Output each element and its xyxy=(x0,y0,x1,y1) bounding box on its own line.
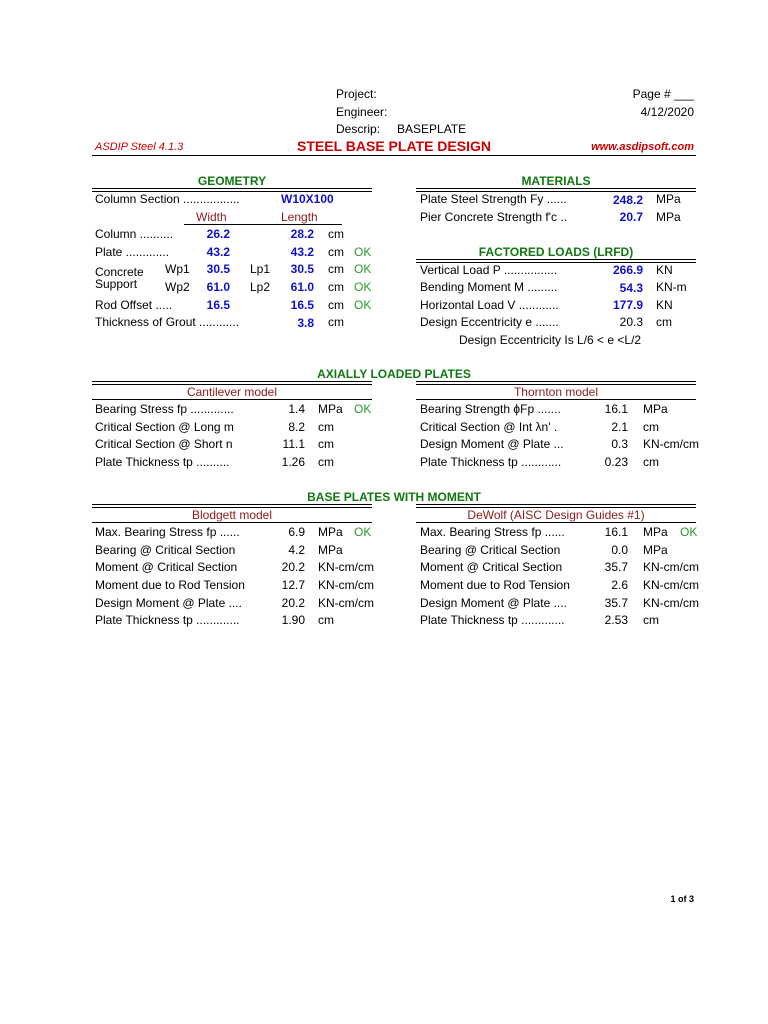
blodgett-row-label: Plate Thickness tp ............. xyxy=(95,613,240,627)
eccentricity-note: Design Eccentricity Is L/6 < e <L/2 xyxy=(459,333,642,347)
thornton-row-unit: cm xyxy=(643,455,659,469)
cantilever-heading: Cantilever model xyxy=(186,385,278,399)
blodgett-row-status: OK xyxy=(354,525,372,539)
dewolf-row-label: Moment due to Rod Tension xyxy=(420,578,570,592)
dewolf-row-value: 35.7 xyxy=(604,596,628,610)
wp2-status: OK xyxy=(354,280,372,294)
fy-unit: MPa xyxy=(656,192,681,206)
rod-offset-label: Rod Offset ..... xyxy=(95,298,173,312)
dewolf-divider xyxy=(416,522,696,523)
cantilever-row-label: Plate Thickness tp .......... xyxy=(95,455,230,469)
column-label: Column .......... xyxy=(95,227,174,241)
thornton-row-label: Design Moment @ Plate ... xyxy=(420,437,564,451)
length-header: Length xyxy=(281,210,318,224)
cantilever-row-unit: cm xyxy=(318,455,334,469)
engineer-label: Engineer: xyxy=(336,105,388,119)
title-underline xyxy=(92,155,696,156)
blodgett-row-unit: KN-cm/cm xyxy=(318,596,374,610)
column-length: 28.2 xyxy=(290,227,314,241)
cantilever-divider xyxy=(92,399,372,400)
cantilever-row-unit: cm xyxy=(318,420,334,434)
eccentricity-value: 20.3 xyxy=(619,315,643,329)
fy-value: 248.2 xyxy=(612,193,643,207)
cantilever-row-status: OK xyxy=(354,402,372,416)
axial-heading: AXIALLY LOADED PLATES xyxy=(317,367,471,381)
horizontal-load-value: 177.9 xyxy=(612,298,643,312)
vertical-load-value: 266.9 xyxy=(612,263,643,277)
blodgett-row-value: 12.7 xyxy=(281,578,305,592)
dewolf-row-value: 35.7 xyxy=(604,560,628,574)
thornton-row-value: 0.3 xyxy=(611,437,628,451)
dewolf-row-value: 2.6 xyxy=(611,578,628,592)
rod-offset-unit: cm xyxy=(328,298,344,312)
bending-moment-label: Bending Moment M ......... xyxy=(420,280,558,294)
thornton-row-unit: MPa xyxy=(643,402,668,416)
plate-label: Plate ............. xyxy=(95,245,170,259)
dewolf-row-label: Bearing @ Critical Section xyxy=(420,543,561,557)
blodgett-row-label: Moment @ Critical Section xyxy=(95,560,238,574)
cantilever-row-label: Bearing Stress fp ............. xyxy=(95,402,234,416)
column-section-label: Column Section ................. xyxy=(95,192,240,206)
wp1-status: OK xyxy=(354,262,372,276)
project-label: Project: xyxy=(336,87,377,101)
lp2-label: Lp2 xyxy=(250,280,271,294)
descrip-value: BASEPLATE xyxy=(397,122,467,136)
width-header: Width xyxy=(196,210,227,224)
dims-divider xyxy=(184,224,342,225)
wp1-label: Wp1 xyxy=(165,262,190,276)
cantilever-row-unit: cm xyxy=(318,437,334,451)
blodgett-row-unit: KN-cm/cm xyxy=(318,560,374,574)
thornton-row-label: Bearing Strength ϕFp ....... xyxy=(420,402,561,416)
wp1-unit: cm xyxy=(328,262,344,276)
grout-label: Thickness of Grout ............ xyxy=(95,315,240,329)
plate-status: OK xyxy=(354,245,372,259)
dewolf-row-unit: KN-cm/cm xyxy=(643,578,699,592)
column-section-value: W10X100 xyxy=(281,192,334,206)
lp1-label: Lp1 xyxy=(250,262,271,276)
dewolf-row-label: Plate Thickness tp ............. xyxy=(420,613,565,627)
blodgett-row-label: Design Moment @ Plate .... xyxy=(95,596,242,610)
cantilever-row-value: 8.2 xyxy=(288,420,305,434)
moment-heading: BASE PLATES WITH MOMENT xyxy=(307,490,481,504)
dewolf-row-value: 2.53 xyxy=(604,613,628,627)
blodgett-row-value: 4.2 xyxy=(288,543,305,557)
column-width: 26.2 xyxy=(206,227,230,241)
blodgett-row-label: Moment due to Rod Tension xyxy=(95,578,245,592)
thornton-row-label: Plate Thickness tp ............ xyxy=(420,455,562,469)
cantilever-row-label: Critical Section @ Short n xyxy=(95,437,233,451)
eccentricity-label: Design Eccentricity e ....... xyxy=(420,315,559,329)
dewolf-row-unit: KN-cm/cm xyxy=(643,596,699,610)
vertical-load-label: Vertical Load P ................ xyxy=(420,263,558,277)
cantilever-row-label: Critical Section @ Long m xyxy=(95,420,234,434)
lp2-value: 61.0 xyxy=(290,280,314,294)
plate-length: 43.2 xyxy=(290,245,314,259)
rod-offset-length: 16.5 xyxy=(290,298,314,312)
loads-heading: FACTORED LOADS (LRFD) xyxy=(478,245,634,259)
cantilever-row-value: 1.4 xyxy=(288,402,305,416)
page-number-label: Page # ___ xyxy=(632,87,694,101)
dewolf-row-value: 0.0 xyxy=(611,543,628,557)
column-unit: cm xyxy=(328,227,344,241)
dewolf-row-status: OK xyxy=(680,525,698,539)
bending-moment-value: 54.3 xyxy=(619,281,643,295)
blodgett-row-value: 20.2 xyxy=(281,596,305,610)
thornton-row-unit: KN-cm/cm xyxy=(643,437,699,451)
eccentricity-unit: cm xyxy=(656,315,672,329)
blodgett-row-unit: MPa xyxy=(318,543,343,557)
fc-value: 20.7 xyxy=(619,210,643,224)
dewolf-row-unit: MPa xyxy=(643,543,668,557)
blodgett-row-value: 6.9 xyxy=(288,525,305,539)
cantilever-row-value: 1.26 xyxy=(281,455,305,469)
dewolf-row-label: Moment @ Critical Section xyxy=(420,560,563,574)
descrip-label: Descrip: xyxy=(336,122,381,136)
blodgett-divider xyxy=(92,522,372,523)
thornton-heading: Thornton model xyxy=(513,385,599,399)
thornton-row-value: 16.1 xyxy=(604,402,628,416)
blodgett-row-label: Max. Bearing Stress fp ...... xyxy=(95,525,240,539)
plate-unit: cm xyxy=(328,245,344,259)
blodgett-row-label: Bearing @ Critical Section xyxy=(95,543,236,557)
website-link[interactable]: www.asdipsoft.com xyxy=(591,141,694,153)
horizontal-load-label: Horizontal Load V ............ xyxy=(420,298,559,312)
blodgett-row-unit: cm xyxy=(318,613,334,627)
dewolf-heading: DeWolf (AISC Design Guides #1) xyxy=(467,508,645,522)
thornton-row-label: Critical Section @ Int λn' . xyxy=(420,420,558,434)
wp2-value: 61.0 xyxy=(206,280,230,294)
blodgett-row-value: 1.90 xyxy=(281,613,305,627)
page-title: STEEL BASE PLATE DESIGN xyxy=(297,138,491,154)
thornton-row-value: 0.23 xyxy=(604,455,628,469)
grout-unit: cm xyxy=(328,315,344,329)
blodgett-heading: Blodgett model xyxy=(191,508,273,522)
support-label: Support xyxy=(95,277,138,291)
rod-offset-status: OK xyxy=(354,298,372,312)
blodgett-row-unit: MPa xyxy=(318,525,343,539)
dewolf-row-label: Max. Bearing Stress fp ...... xyxy=(420,525,565,539)
vertical-load-unit: KN xyxy=(656,263,673,277)
fy-label: Plate Steel Strength Fy ...... xyxy=(420,192,567,206)
fc-label: Pier Concrete Strength f'c .. xyxy=(420,210,568,224)
geometry-heading: GEOMETRY xyxy=(197,174,267,188)
lp1-value: 30.5 xyxy=(290,262,314,276)
thornton-row-unit: cm xyxy=(643,420,659,434)
page-count: 1 of 3 xyxy=(670,894,694,904)
software-version: ASDIP Steel 4.1.3 xyxy=(95,141,184,153)
wp1-value: 30.5 xyxy=(206,262,230,276)
wp2-unit: cm xyxy=(328,280,344,294)
blodgett-row-unit: KN-cm/cm xyxy=(318,578,374,592)
dewolf-row-label: Design Moment @ Plate .... xyxy=(420,596,567,610)
horizontal-load-unit: KN xyxy=(656,298,673,312)
dewolf-row-unit: cm xyxy=(643,613,659,627)
cantilever-row-unit: MPa xyxy=(318,402,343,416)
thornton-divider xyxy=(416,399,696,400)
plate-width: 43.2 xyxy=(206,245,230,259)
wp2-label: Wp2 xyxy=(165,280,190,294)
grout-value: 3.8 xyxy=(297,316,314,330)
blodgett-row-value: 20.2 xyxy=(281,560,305,574)
date: 4/12/2020 xyxy=(640,105,694,119)
dewolf-row-unit: MPa xyxy=(643,525,668,539)
concrete-label: Concrete xyxy=(95,265,144,279)
fc-unit: MPa xyxy=(656,210,681,224)
dewolf-row-value: 16.1 xyxy=(604,525,628,539)
cantilever-row-value: 11.1 xyxy=(282,437,305,451)
bending-moment-unit: KN-m xyxy=(656,280,687,294)
materials-heading: MATERIALS xyxy=(521,174,591,188)
dewolf-row-unit: KN-cm/cm xyxy=(643,560,699,574)
rod-offset-width: 16.5 xyxy=(206,298,230,312)
thornton-row-value: 2.1 xyxy=(611,420,628,434)
